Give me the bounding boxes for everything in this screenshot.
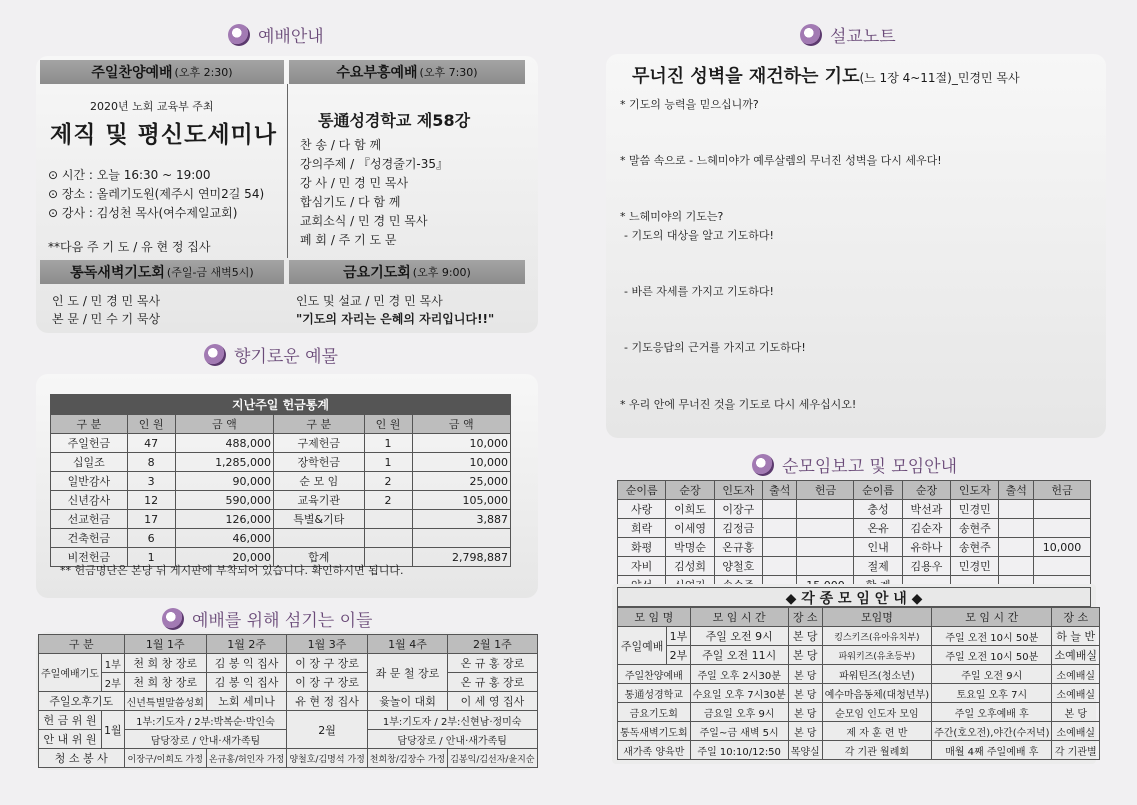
- servers-section-title: 예배를 위해 섬기는 이들: [162, 606, 372, 631]
- cell: 온규홍: [714, 538, 762, 557]
- cell: 예수마음동체(대청년부): [822, 684, 931, 703]
- cell: 파워틴즈(청소년): [822, 665, 931, 684]
- cell: 이희도: [666, 500, 714, 519]
- cell: 본 당: [788, 627, 822, 646]
- col-header: 금 액: [175, 415, 273, 434]
- cell: 양철호: [714, 557, 762, 576]
- sermon-line: - 바른 자세를 가지고 기도하다!: [624, 285, 774, 298]
- cell: 2: [364, 472, 412, 491]
- cell: 온 규 홍 장로: [448, 673, 537, 692]
- wed-line: 폐 회 / 주 기 도 문: [300, 233, 397, 247]
- seminar-title: 제직 및 평신도세미나: [50, 122, 277, 148]
- wed-line: 강 사 / 민 경 민 목사: [300, 176, 409, 190]
- cell: 십일조: [51, 453, 128, 472]
- col-header: 출석: [763, 481, 797, 500]
- row-label: 헌 금 위 원: [39, 711, 102, 730]
- cell: 20,000: [175, 548, 273, 567]
- cell: 이세영: [666, 519, 714, 538]
- wed-title: 통通성경학교 제58강: [318, 111, 471, 130]
- table-row: [618, 557, 1091, 576]
- cell: 주일 오후예배 후: [932, 703, 1052, 722]
- cell: 유 현 정 집사: [287, 692, 367, 711]
- cell: 장학헌금: [274, 453, 365, 472]
- cell: [763, 557, 797, 576]
- col-header: 장 소: [1052, 608, 1100, 627]
- cell: 10,000: [412, 453, 510, 472]
- cell: 주일 10:10/12:50: [690, 741, 788, 760]
- divider: [287, 84, 288, 258]
- row-label: 1부: [101, 654, 124, 673]
- cell: 소예배실: [1052, 684, 1100, 703]
- cell: 양철호/김명석 가정: [287, 749, 367, 768]
- cell: 희락: [618, 519, 666, 538]
- cell: 온유: [854, 519, 902, 538]
- cell: 46,000: [175, 529, 273, 548]
- friday-line: 인도 및 설교 / 민 경 민 목사: [296, 294, 443, 308]
- cell: 주일~금 새벽 5시: [690, 722, 788, 741]
- cell: 박명순: [666, 538, 714, 557]
- offering-table: [50, 414, 511, 567]
- cell: 담당장로 / 안내·새가족팀: [367, 730, 537, 749]
- cell: 이장구/이희도 가정: [124, 749, 206, 768]
- friday-slogan: "기도의 자리는 은혜의 자리입니다!!": [296, 312, 495, 326]
- cell: 송현주: [951, 519, 999, 538]
- cell: 각 기관 월례회: [822, 741, 931, 760]
- cell: 온 규 홍 장로: [448, 654, 537, 673]
- flower-icon: [204, 344, 226, 366]
- col-header: 순장: [902, 481, 950, 500]
- cell: [364, 529, 412, 548]
- cell: 천 희 창 장로: [124, 673, 206, 692]
- cell: 민경민: [951, 500, 999, 519]
- cell: 인내: [854, 538, 902, 557]
- cell: 소예배실: [1052, 646, 1100, 665]
- cell: 좌 문 철 장로: [367, 654, 447, 692]
- cell: 건축헌금: [51, 529, 128, 548]
- cell: 김용우: [902, 557, 950, 576]
- table-row: [618, 500, 1091, 519]
- col-header: 모 임 명: [618, 608, 691, 627]
- wed-line: 교회소식 / 민 경 민 목사: [300, 214, 428, 228]
- sermon-line: * 우리 안에 무너진 것을 기도로 다시 세우십시오!: [620, 398, 857, 411]
- cell: 신년특별말씀성회: [124, 692, 206, 711]
- cell: 주일 오후 2시30분: [690, 665, 788, 684]
- col-header: 출석: [999, 481, 1033, 500]
- table-row: [618, 722, 1100, 741]
- cell: 김봉익/김선자/윤지순: [448, 749, 537, 768]
- cell: 김정금: [714, 519, 762, 538]
- table-row: [51, 453, 511, 472]
- servers-table: [38, 634, 538, 768]
- col-header: 구 분: [39, 635, 125, 654]
- cell: 주일 오전 9시: [932, 665, 1052, 684]
- cell: 본 당: [788, 722, 822, 741]
- sermon-line: - 기도의 대상을 알고 기도하다!: [624, 229, 774, 242]
- col-header: 모 임 시 간: [690, 608, 788, 627]
- offering-section-title: 향기로운 예물: [204, 342, 338, 367]
- cell: 박선과: [902, 500, 950, 519]
- cell: [999, 557, 1033, 576]
- cell: 주일찬양예배: [618, 665, 691, 684]
- cell: 노회 세미나: [206, 692, 286, 711]
- cell: [999, 500, 1033, 519]
- row-label: 2부: [667, 646, 690, 665]
- cell: 소예배실: [1052, 722, 1100, 741]
- cell: 126,000: [175, 510, 273, 529]
- cell: 1,285,000: [175, 453, 273, 472]
- table-row: [618, 684, 1100, 703]
- cell: 본 당: [788, 703, 822, 722]
- cell: 1: [364, 434, 412, 453]
- seminar-speaker: ⊙ 강사 : 김성천 목사(여수제일교회): [48, 206, 238, 220]
- cell: 천 희 창 장로: [124, 654, 206, 673]
- cell: 이 세 영 집사: [448, 692, 537, 711]
- wed-line: 합심기도 / 다 함 께: [300, 195, 401, 209]
- row-label: 2부: [101, 673, 124, 692]
- cell: 105,000: [412, 491, 510, 510]
- flower-icon: [800, 24, 822, 46]
- cell: 김 봉 익 집사: [206, 654, 286, 673]
- cell: 금요기도회: [618, 703, 691, 722]
- row-label: 청 소 봉 사: [39, 749, 125, 768]
- table-row: [618, 703, 1100, 722]
- sermon-line: * 기도의 능력을 믿으십니까?: [620, 98, 759, 111]
- col-header: 모임명: [822, 608, 931, 627]
- meet-title: ◆ 각 종 모 임 안 내 ◆: [617, 587, 1091, 607]
- cell: 김성희: [666, 557, 714, 576]
- sermon-line: * 느헤미야의 기도는?: [620, 210, 724, 223]
- cell: 합계: [274, 548, 365, 567]
- cell: 통독새벽기도회: [618, 722, 691, 741]
- wed-line: 강의주제 / 『성경줄기-35』: [300, 157, 449, 171]
- sermon-line: - 기도응답의 근거를 가지고 기도하다!: [624, 341, 806, 354]
- seminar-host: 2020년 노회 교육부 주최: [90, 100, 214, 113]
- cell: 민경민: [951, 557, 999, 576]
- col-header: 1월 4주: [367, 635, 447, 654]
- cell: [274, 529, 365, 548]
- cell: 파워키즈(유초등부): [822, 646, 931, 665]
- cell: 10,000: [1033, 538, 1090, 557]
- dawn-line: 인 도 / 민 경 민 목사: [52, 294, 161, 308]
- cell: [1033, 557, 1090, 576]
- table-row: [618, 538, 1091, 557]
- cell: 일반감사: [51, 472, 128, 491]
- cell: 1부:기도자 / 2부:신현남·정미숙: [367, 711, 537, 730]
- cell: 담당장로 / 안내·새가족팀: [124, 730, 287, 749]
- sermon-section-title: 설교노트: [800, 22, 896, 47]
- col-header: 인 원: [127, 415, 175, 434]
- table-row: [51, 510, 511, 529]
- sermon-line: * 말씀 속으로 - 느헤미야가 예루살렘의 무너진 성벽을 다시 세우다!: [620, 154, 942, 167]
- cell: 주일 오전 10시 50분: [932, 646, 1052, 665]
- cell: 주일 오전 11시: [690, 646, 788, 665]
- col-header: 2월 1주: [448, 635, 537, 654]
- cell: 목양실: [788, 741, 822, 760]
- cell: 수요일 오후 7시30분: [690, 684, 788, 703]
- dawn-prayer-header: 통독새벽기도회 (주일-금 새벽5시): [40, 260, 284, 284]
- col-header: 인도자: [714, 481, 762, 500]
- cell: 17: [127, 510, 175, 529]
- flower-icon: [752, 454, 774, 476]
- cell: 유하나: [902, 538, 950, 557]
- col-header: 장 소: [788, 608, 822, 627]
- wed-line: 찬 송 / 다 함 께: [300, 138, 382, 152]
- cell: 2,798,887: [412, 548, 510, 567]
- cell: 12: [127, 491, 175, 510]
- cell: 화평: [618, 538, 666, 557]
- cell: [999, 538, 1033, 557]
- cell: [797, 500, 854, 519]
- cell: 주일 오전 10시 50분: [932, 627, 1052, 646]
- table-row: [51, 434, 511, 453]
- table-row: [618, 519, 1091, 538]
- col-header: 인 원: [364, 415, 412, 434]
- cell: 본 당: [788, 684, 822, 703]
- cell: [1033, 519, 1090, 538]
- cell: [797, 557, 854, 576]
- sunday-worship-header: 주일찬양예배 (오후 2:30): [40, 60, 284, 84]
- col-header: 모 임 시 간: [932, 608, 1052, 627]
- cell: [763, 538, 797, 557]
- cell: 순 모 임: [274, 472, 365, 491]
- row-label: 주일예배기도: [39, 654, 102, 692]
- cell: 사랑: [618, 500, 666, 519]
- cell: 3,887: [412, 510, 510, 529]
- cell: 금요일 오후 9시: [690, 703, 788, 722]
- cell: [797, 538, 854, 557]
- cell: 1: [127, 548, 175, 567]
- cell: 8: [127, 453, 175, 472]
- cell: 김순자: [902, 519, 950, 538]
- cell: 천희창/김장수 가정: [367, 749, 447, 768]
- cell: 이 장 구 장로: [287, 673, 367, 692]
- cell: 매월 4째 주일예배 후: [932, 741, 1052, 760]
- cell: 선교헌금: [51, 510, 128, 529]
- cell: 토요일 오후 7시: [932, 684, 1052, 703]
- col-header: 순이름: [618, 481, 666, 500]
- cell: 2: [364, 491, 412, 510]
- table-row: [51, 529, 511, 548]
- cell: 1: [364, 453, 412, 472]
- cell: 10,000: [412, 434, 510, 453]
- meet-table: [617, 607, 1100, 760]
- cell: 이장구: [714, 500, 762, 519]
- cell: 25,000: [412, 472, 510, 491]
- dawn-line: 본 문 / 민 수 기 묵상: [52, 312, 161, 326]
- cell: 3: [127, 472, 175, 491]
- col-header: 구 분: [274, 415, 365, 434]
- cell: 590,000: [175, 491, 273, 510]
- cell: 순모임 인도자 모임: [822, 703, 931, 722]
- col-header: 구 분: [51, 415, 128, 434]
- cell: 비전헌금: [51, 548, 128, 567]
- cell: 주간(호오전),야간(수저녁): [932, 722, 1052, 741]
- cell: 자비: [618, 557, 666, 576]
- cell: [1033, 500, 1090, 519]
- cell: 신년감사: [51, 491, 128, 510]
- offering-note: ** 헌금명단은 본당 뒤 게시판에 부착되어 있습니다. 확인하시면 됩니다.: [60, 564, 404, 577]
- cell: 교육기관: [274, 491, 365, 510]
- table-row: [51, 472, 511, 491]
- cell: 본 당: [788, 646, 822, 665]
- seminar-time: ⊙ 시간 : 오늘 16:30 ~ 19:00: [48, 168, 211, 182]
- col-header: 순이름: [854, 481, 902, 500]
- cell: [763, 519, 797, 538]
- cell: 김 봉 익 집사: [206, 673, 286, 692]
- cell: 소예배실: [1052, 665, 1100, 684]
- row-label: 1월: [101, 711, 124, 749]
- col-header: 헌금: [797, 481, 854, 500]
- cell: 주일 오전 9시: [690, 627, 788, 646]
- row-label: 1부: [667, 627, 690, 646]
- cell: 구제헌금: [274, 434, 365, 453]
- soon-table: [617, 480, 1091, 595]
- cell: 주일헌금: [51, 434, 128, 453]
- soon-section-title: 순모임보고 및 모임안내: [752, 452, 957, 477]
- worship-section-title: 예배안내: [228, 22, 324, 47]
- cell: 온규홍/허인자 가정: [206, 749, 286, 768]
- next-prayer: **다음 주 기 도 / 유 현 정 집사: [48, 240, 211, 254]
- row-label: 주일예배: [618, 627, 667, 665]
- cell: 킹스키즈(유아유치부): [822, 627, 931, 646]
- cell: 통通성경학교: [618, 684, 691, 703]
- cell: [412, 529, 510, 548]
- flower-icon: [228, 24, 250, 46]
- cell: 본 당: [788, 665, 822, 684]
- cell: 488,000: [175, 434, 273, 453]
- table-row: [618, 665, 1100, 684]
- col-header: 1월 2주: [206, 635, 286, 654]
- offering-table-title: 지난주일 헌금통계: [50, 394, 511, 414]
- table-row: [618, 741, 1100, 760]
- cell: 윷놀이 대회: [367, 692, 447, 711]
- cell: [999, 519, 1033, 538]
- table-row: [51, 491, 511, 510]
- col-header: 인도자: [951, 481, 999, 500]
- cell: 새가족 양육반: [618, 741, 691, 760]
- cell: [763, 500, 797, 519]
- cell: [797, 519, 854, 538]
- cell: 송현주: [951, 538, 999, 557]
- cell: 특별&기타: [274, 510, 365, 529]
- flower-icon: [162, 608, 184, 630]
- row-label: 2월: [287, 711, 367, 749]
- col-header: 1월 1주: [124, 635, 206, 654]
- cell: 6: [127, 529, 175, 548]
- cell: 본 당: [1052, 703, 1100, 722]
- friday-prayer-header: 금요기도회 (오후 9:00): [289, 260, 525, 284]
- cell: 하 늘 반: [1052, 627, 1100, 646]
- cell: 충성: [854, 500, 902, 519]
- seminar-place: ⊙ 장소 : 올레기도원(제주시 연미2길 54): [48, 187, 265, 201]
- row-label: 안 내 위 원: [39, 730, 102, 749]
- cell: 각 기관별: [1052, 741, 1100, 760]
- col-header: 순장: [666, 481, 714, 500]
- wed-worship-header: 수요부흥예배 (오후 7:30): [289, 60, 525, 84]
- cell: 절제: [854, 557, 902, 576]
- cell: 1부:기도자 / 2부:박복순·박인숙: [124, 711, 287, 730]
- col-header: 금 액: [412, 415, 510, 434]
- col-header: 헌금: [1033, 481, 1090, 500]
- col-header: 1월 3주: [287, 635, 367, 654]
- cell: 제 자 훈 련 반: [822, 722, 931, 741]
- row-label: 주일오후기도: [39, 692, 125, 711]
- cell: [364, 510, 412, 529]
- cell: 이 장 구 장로: [287, 654, 367, 673]
- cell: 90,000: [175, 472, 273, 491]
- sermon-heading: 무너진 성벽을 재건하는 기도(느 1장 4~11절)_민경민 목사: [632, 66, 1020, 87]
- cell: 47: [127, 434, 175, 453]
